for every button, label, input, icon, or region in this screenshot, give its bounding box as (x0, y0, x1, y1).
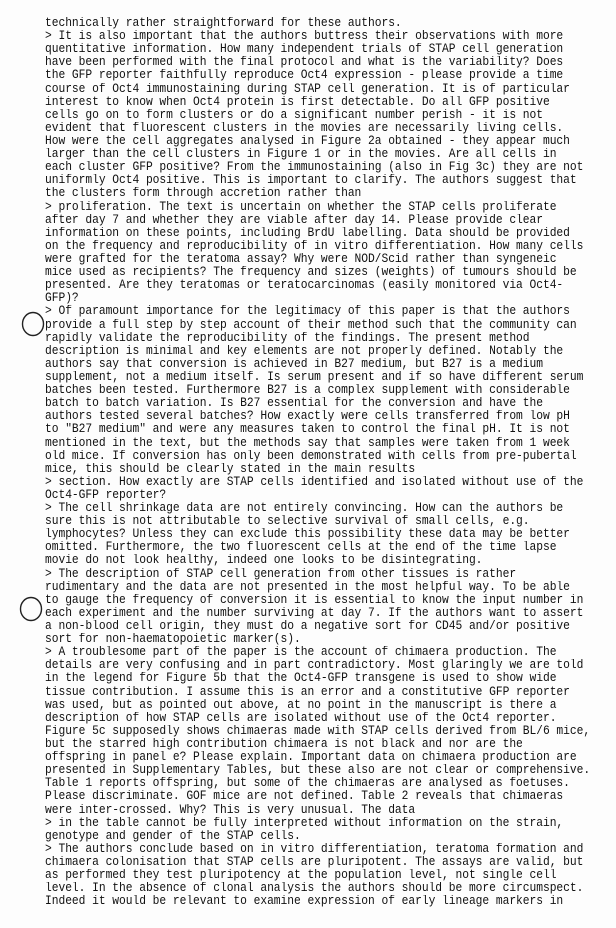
text-line: uniformly Oct4 positive. This is important to clarify. The authors suggest that (45, 174, 577, 188)
text-line: > It is also important that the authors buttress their observations with more (45, 30, 564, 44)
text-line: technically rather straightforward for these authors. (45, 17, 402, 31)
text-line: the clusters form through accretion rather than (45, 187, 362, 202)
text-line: information on these points, including BrdU labelling. Data should be provided (45, 226, 570, 241)
text-line: GFP)? (45, 292, 79, 306)
text-line: in the legend for Figure 5b that the Oct4-GFP transgene is used to show wide (45, 672, 557, 687)
text-line: details are very confusing and in part contradictory. Most glaringly we are told (45, 659, 584, 674)
handwritten-circle-mark-2 (18, 595, 44, 623)
text-line: the GFP reporter faithfully reproduce Oct4 expression - please provide a time (45, 69, 564, 84)
text-line: chimaera colonisation that STAP cells are pluripotent. The assays are valid, but (45, 856, 584, 870)
text-line: quentitative information. How many independent trials of STAP cell generation (45, 43, 564, 57)
text-line: level. In the absence of clonal analysis the authors should be more circumspect. (45, 882, 584, 896)
text-line: description is minimal and key elements are not properly defined. Notably the (45, 344, 564, 359)
text-line: > Of paramount importance for the legitimacy of this paper is that the authors (45, 305, 570, 320)
text-line: were grafted for the teratoma assay? Why were NOD/Scid rather than syngeneic (45, 253, 557, 267)
text-line: were inter-crossed. Why? This is very unusual. The data (45, 803, 416, 818)
document-body (45, 18, 605, 909)
text-line: Please discriminate. GOF mice are not defined. Table 2 reveals that chimaeras (45, 790, 564, 805)
text-line: but the starred high contribution chimaera is not black and nor are the (45, 738, 523, 752)
text-line: mice, this should be clearly stated in the main results (45, 462, 416, 477)
text-line: authors say that conversion is achieved in B27 medium, but B27 is a medium (45, 358, 543, 372)
text-line: > A troublesome part of the paper is the account of chimaera production. The (45, 646, 557, 660)
text-line: each cluster GFP positive? From the immunostaining (also in Fig 3c) they are not (45, 161, 584, 175)
text-line: tissue contribution. I assume this is an error and a constitutive GFP reporter (45, 685, 570, 700)
text-line: Table 1 reports offspring, but some of the chimaeras are analysed as foetuses. (45, 777, 570, 791)
text-line: movie do not look healthy, indeed one looks to be disintegrating. (45, 554, 483, 569)
text-line: Figure 5c supposedly shows chimaeras made with STAP cells derived from BL/6 mice, (45, 725, 591, 739)
text-line: larger than the cell clusters in Figure 1 or in the movies. Are all cells in (45, 148, 557, 162)
text-line: sort for non-haematopoietic marker(s). (45, 633, 301, 647)
text-line: rudimentary and the data are not presented in the most helpful way. To be able (45, 580, 570, 595)
text-line: authors tested several batches? How exactly were cells transferred from low pH (45, 410, 570, 424)
text-line: to gauge the frequency of conversion it is essential to know the input number in (45, 594, 584, 608)
text-line: lymphocytes? Unless they can exclude this possibility these data may be better (45, 528, 570, 542)
text-line: evident that fluorescent clusters in the movies are necessarily living cells. (45, 122, 564, 136)
text-line: > The cell shrinkage data are not entirely convincing. How can the authors be (45, 502, 564, 516)
text-line: > in the table cannot be fully interpreted without information on the strain, (45, 816, 564, 831)
text-line: offspring in panel e? Please explain. Important data on chimaera production are (45, 751, 577, 765)
text-line: have been performed with the final protocol and what is the variability? Does (45, 56, 564, 70)
text-line: mice used as recipients? The frequency and sizes (weights) of tumours should be (45, 266, 577, 280)
text-line: description of how STAP cells are isolated without use of the Oct4 reporter. (45, 712, 557, 726)
text-line: cells go on to form clusters or do a significant number perish - it is not (45, 108, 543, 123)
text-line: omitted. Furthermore, the two fluorescent cells at the end of the time lapse (45, 541, 557, 556)
text-line: > The authors conclude based on in vitro differentiation, teratoma formation and (45, 843, 584, 857)
text-line: interest to know when Oct4 protein is first detectable. Do all GFP positive (45, 95, 550, 110)
text-line: How were the cell aggregates analysed in Figure 2a obtained - they appear much (45, 135, 570, 149)
text-line: course of Oct4 immunostaining during STAP cell generation. It is of particular (45, 82, 570, 97)
text-line: as performed they test pluripotency at the population level, not single cell (45, 869, 557, 883)
text-line: was used, but as pointed out above, at no point in the manuscript is there a (45, 698, 557, 713)
text-line: to "B27 medium" and were any measures taken to control the final pH. It is not (45, 423, 570, 438)
text-line: rapidly validate the reproducibility of the findings. The present method (45, 331, 530, 346)
text-line: batch to batch variation. Is B27 essential for the conversion and have the (45, 397, 543, 411)
text-line: supplement, not a medium itself. Is serum present and if so have different serum (45, 371, 584, 385)
text-line: mentioned in the text, but the methods say that samples were taken from 1 week (45, 436, 570, 451)
text-line: each experiment and the number surviving at day 7. If the authors want to assert (45, 607, 584, 621)
text-line: Indeed it would be relevant to examine expression of early lineage markers in (45, 895, 564, 909)
text-line: presented in Supplementary Tables, but these also are not clear or comprehensive. (45, 764, 591, 778)
text-line: Oct4-GFP reporter? (45, 489, 167, 503)
text-line: batches been tested. Furthermore B27 is a complex supplement with considerable (45, 384, 570, 398)
text-line: > proliferation. The text is uncertain on whether the STAP cells proliferate (45, 200, 557, 215)
text-line: provide a full step by step account of their method such that the community can (45, 318, 577, 333)
text-line: a non-blood cell origin, they must do a negative sort for CD45 and/or positive (45, 620, 570, 634)
text-line: > section. How exactly are STAP cells identified and isolated without use of the (45, 476, 584, 490)
text-line: after day 7 and whether they are viable after day 14. Please provide clear (45, 213, 543, 228)
text-line: on the frequency and reproducibility of in vitro differentiation. How many cells (45, 240, 584, 254)
handwritten-circle-mark-1 (20, 310, 46, 338)
text-line: sure this is not attributable to selective survival of small cells, e.g. (45, 515, 530, 529)
text-line: genotype and gender of the STAP cells. (45, 829, 301, 844)
text-line: presented. Are they teratomas or teratocarcinomas (easily monitored via Oct4- (45, 279, 564, 293)
text-line: old mice. If conversion has only been demonstrated with cells from pre-pubertal (45, 449, 577, 464)
text-line: > The description of STAP cell generation from other tissues is rather (45, 567, 517, 582)
